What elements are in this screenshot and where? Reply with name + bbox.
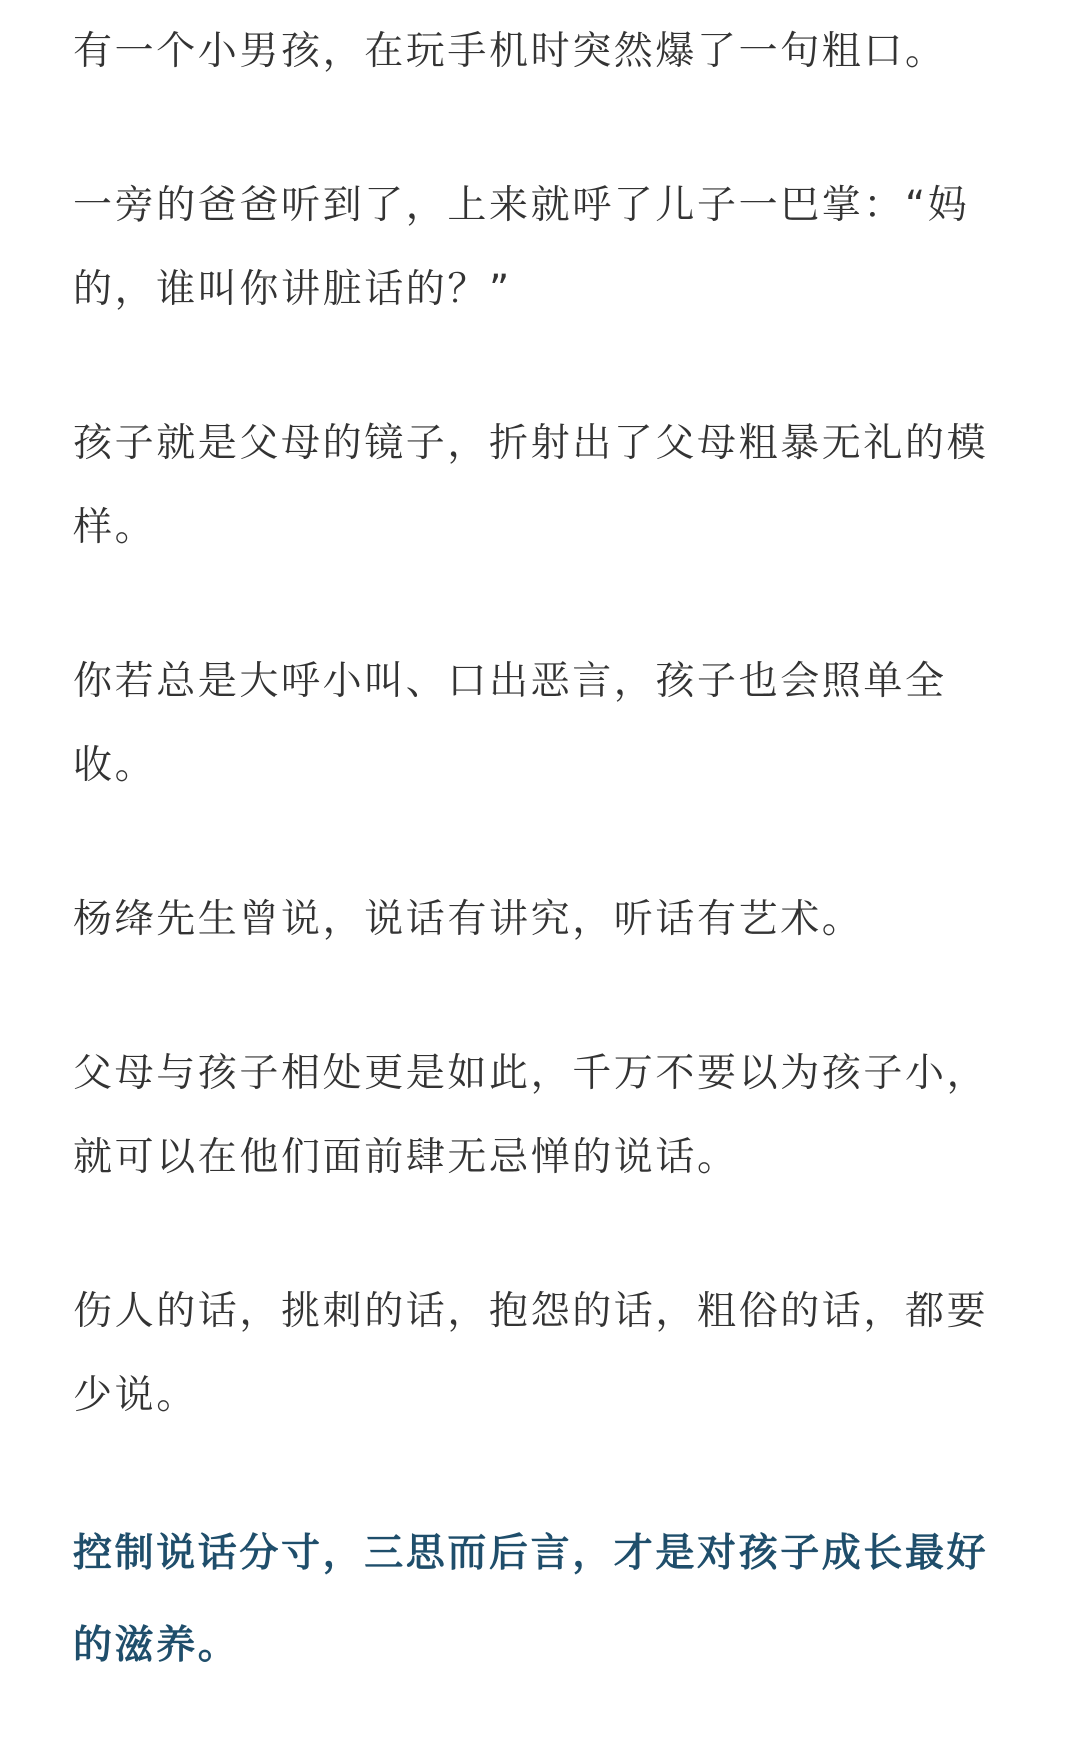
paragraph-4: 你若总是大呼小叫、口出恶言，孩子也会照单全收。 (73, 659, 947, 788)
paragraph-3: 孩子就是父母的镜子，折射出了父母粗暴无礼的模样。 (73, 421, 989, 550)
article-body (73, 10, 1003, 1762)
emphasis-paragraph: 控制说话分寸，三思而后言，才是对孩子成长最好的滋养。 (73, 1531, 989, 1668)
paragraph-1: 有一个小男孩，在玩手机时突然爆了一句粗口。 (73, 29, 947, 74)
paragraph-5: 杨绛先生曾说，说话有讲究，听话有艺术。 (73, 897, 864, 942)
paragraph-2: 一旁的爸爸听到了，上来就呼了儿子一巴掌：“妈的，谁叫你讲脏话的？” (73, 183, 970, 312)
paragraph-6: 父母与孩子相处更是如此，千万不要以为孩子小，就可以在他们面前肆无忌惮的说话。 (73, 1051, 989, 1180)
paragraph-7: 伤人的话，挑刺的话，抱怨的话，粗俗的话，都要少说。 (73, 1289, 989, 1418)
